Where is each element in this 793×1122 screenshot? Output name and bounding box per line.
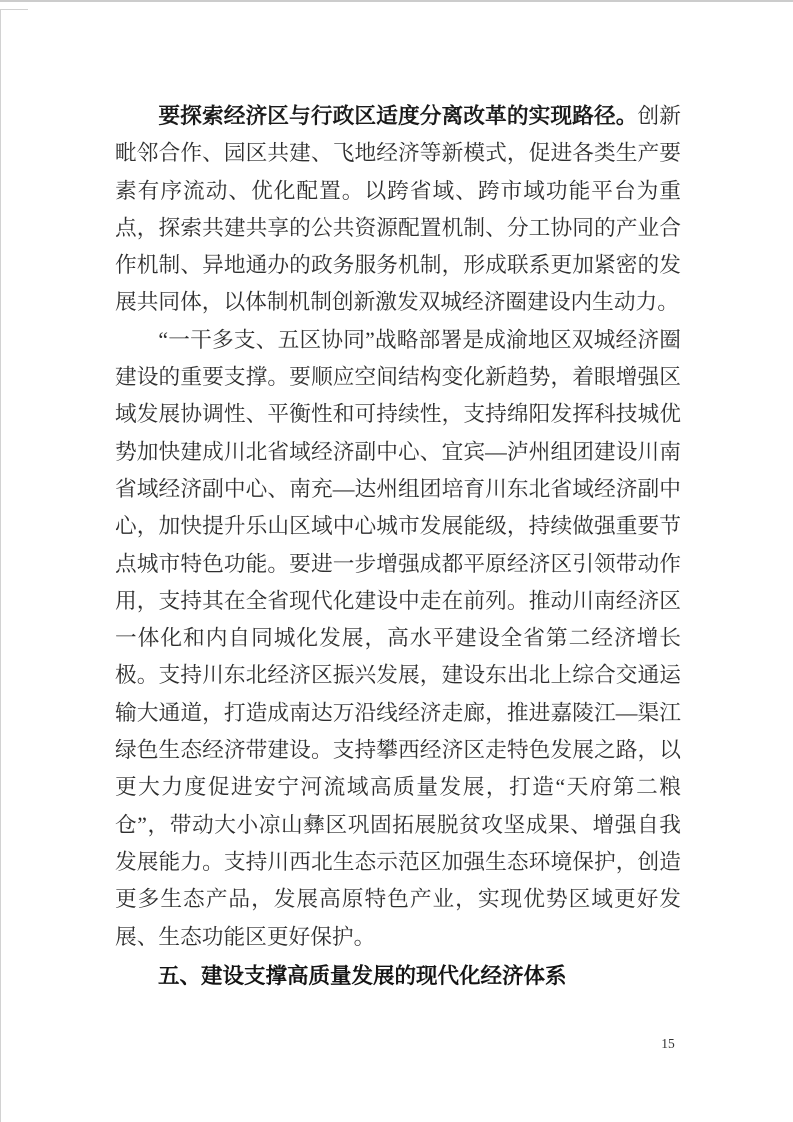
scan-edge-corner [0,9,28,10]
scan-edge-left [0,9,1,1122]
paragraph-regional-strategy: “一干多支、五区协同”战略部署是成渝地区双城经济圈建设的重要支撑。要顺应空间结构变化新趋势，着眼增强区域发展协调性、平衡性和可持续性，支持绵阳发挥科技城优势加快建成川北省域经济副中心、宜宾—泸州组团建设川南省域经济副中心、南充—达州组团培育川东北省域经济副中心，加快提升乐山区域中心城市发展能级，持续做强重要节点城市特色功能。要进一步增强成都平原经济区引领带动作用，支持其在全省现代化建设中走在前列。推动川南经济区一体化和内自同城化发展，高水平建设全省第二经济增长极。支持川东北经济区振兴发展，建设东出北上综合交通运输大通道，打造成南达万沿线经济走廊，推进嘉陵江—渠江绿色生态经济带建设。支持攀西经济区走特色发展之路，以更大力度促进安宁河流域高质量发展，打造“天府第二粮仓”，带动大小凉山彝区巩固拓展脱贫攻坚成果、增强自我发展能力。支持川西北生态示范区加强生态环境保护，创造更多生态产品，发展高原特色产业，实现优势区域更好发展、生态功能区更好保护。 [115,327,681,949]
paragraph-body-text: 创新毗邻合作、园区共建、飞地经济等新模式，促进各类生产要素有序流动、优化配置。以跨省域、跨市域功能平台为重点，探索共建共享的公共资源配置机制、分工协同的产业合作机制、异地通办的政务服务机制，形成联系更加紧密的发展共同体，以体制机制创新激发双城经济圈建设内生动力。 [115,104,681,315]
paragraph-lead-bold: 要探索经济区与行政区适度分离改革的实现路径。 [158,104,638,128]
document-body [115,98,681,995]
page-number: 15 [661,1036,675,1051]
scan-edge-top [0,0,793,2]
section-heading-five: 五、建设支撑高质量发展的现代化经济体系 [158,963,567,988]
paragraph-reform-path [115,98,681,322]
